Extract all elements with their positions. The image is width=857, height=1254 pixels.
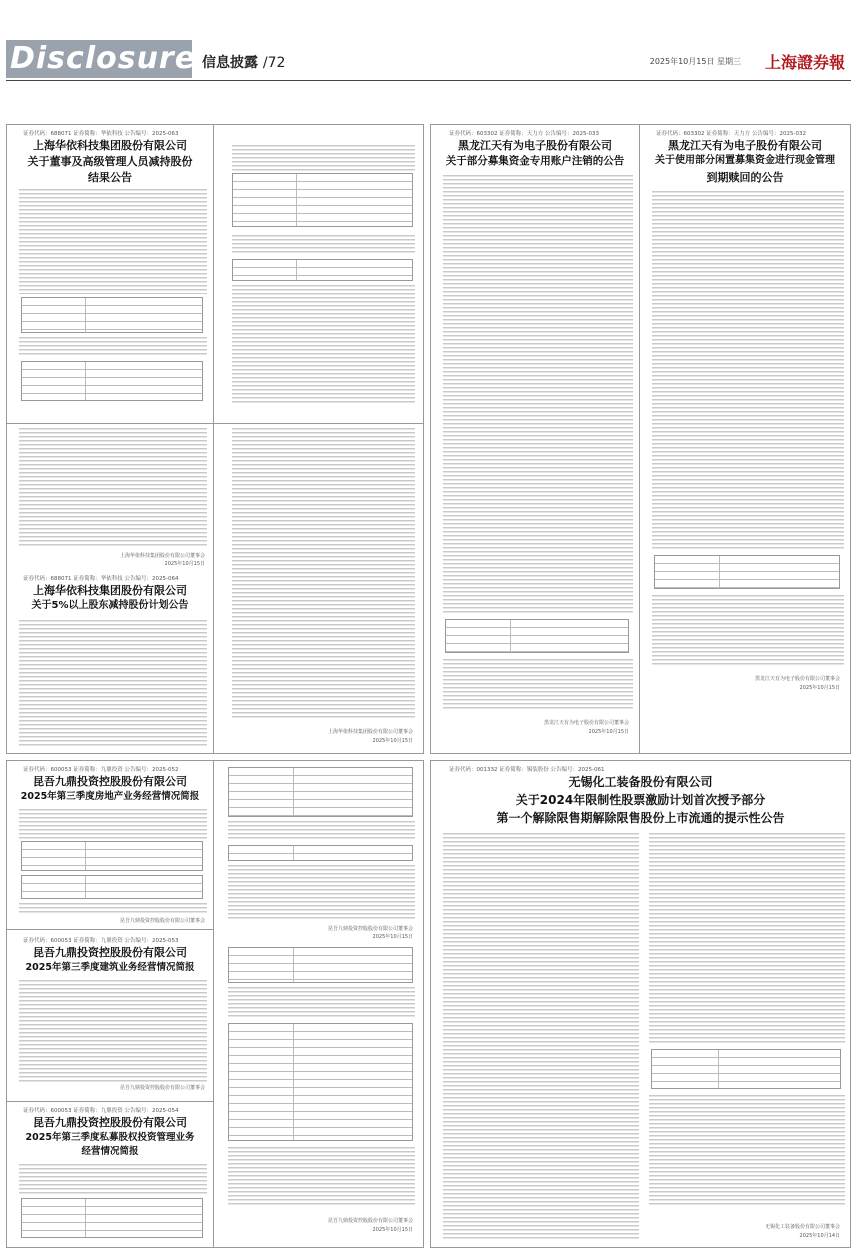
data-table — [654, 555, 840, 589]
article-body — [19, 337, 207, 357]
article-title-line1: 黑龙江天有为电子股份有限公司 — [458, 139, 612, 152]
article-body — [19, 903, 207, 915]
article-body — [652, 595, 844, 665]
article-code: 证券代码：688071 证券简称：华依科技 公告编号：2025-064 — [23, 576, 179, 582]
data-table — [651, 1049, 841, 1089]
date-text: 2025年10月15日 — [649, 57, 715, 66]
data-table — [228, 845, 413, 861]
signature: 昆吾九鼎投资控股股份有限公司董事会 — [119, 1085, 205, 1091]
article-title-line2: 关于使用部分闲置募集资金进行现金管理 — [655, 155, 835, 166]
signature: 昆吾九鼎投资控股股份有限公司董事会 — [327, 1218, 413, 1224]
article-title-line3: 到期赎回的公告 — [706, 171, 784, 184]
article-body — [232, 428, 415, 718]
section-name: 信息披露 — [202, 55, 258, 71]
article-body — [19, 809, 207, 839]
article-code: 证券代码：600053 证券简称：九鼎投资 公告编号：2025-054 — [23, 1108, 179, 1114]
signature-date: 2025年10月15日 — [799, 685, 840, 691]
article-body — [443, 833, 639, 1241]
article-body — [19, 428, 207, 548]
article-title-line2: 2025年第三季度建筑业务经营情况简报 — [25, 962, 195, 973]
article-body — [232, 145, 415, 171]
article-body — [443, 175, 633, 613]
article-title-line2: 关于5%以上股东减持股份计划公告 — [31, 600, 189, 611]
signature: 上海华依科技集团股份有限公司董事会 — [119, 553, 205, 559]
data-table — [21, 297, 203, 333]
article-tianli-cash — [640, 124, 851, 754]
article-kunwu-construction — [6, 930, 214, 1102]
article-body — [228, 821, 415, 841]
article-title-line3: 经营情况简报 — [81, 1146, 139, 1157]
article-title-line2: 关于部分募集资金专用账户注销的公告 — [445, 155, 625, 167]
article-code: 证券代码：001332 证券简称：锡装股份 公告编号：2025-061 — [449, 767, 605, 773]
article-body — [443, 659, 633, 709]
article-body — [228, 1147, 415, 1207]
data-table — [232, 259, 413, 281]
article-title-line2: 2025年第三季度房地产业务经营情况简报 — [20, 791, 200, 802]
article-code: 证券代码：600053 证券简称：九鼎投资 公告编号：2025-053 — [23, 938, 179, 944]
page-number: /72 — [262, 55, 286, 71]
signature-date: 2025年10月14日 — [799, 1233, 840, 1239]
data-table — [21, 875, 203, 899]
article-title-line2: 关于2024年限制性股票激励计划首次授予部分 — [515, 793, 766, 807]
article-kunwu-continuation — [214, 760, 424, 1248]
signature-date: 2025年10月15日 — [588, 729, 629, 735]
article-wuxi-incentive — [430, 760, 851, 1248]
signature-date: 2025年10月15日 — [372, 738, 413, 744]
article-title-line1: 昆吾九鼎投资控股股份有限公司 — [33, 946, 187, 959]
article-title-line2: 关于董事及高级管理人员减持股份 — [27, 155, 193, 168]
signature: 黑龙江天有为电子股份有限公司董事会 — [754, 676, 840, 682]
article-huayi-reduction — [6, 124, 214, 424]
article-code: 证券代码：600053 证券简称：九鼎投资 公告编号：2025-052 — [23, 767, 179, 773]
article-code: 证券代码：688071 证券简称：华依科技 公告编号：2025-063 — [23, 131, 179, 137]
article-body — [19, 189, 207, 294]
article-body — [649, 1095, 845, 1205]
article-kunwu-pe — [6, 1102, 214, 1248]
issue-date — [650, 56, 741, 67]
data-table — [228, 767, 413, 817]
article-body — [232, 285, 415, 405]
signature: 昆吾九鼎投资控股股份有限公司董事会 — [119, 918, 205, 924]
signature-date: 2025年10月15日 — [372, 1227, 413, 1233]
brand-logo: Disclosure — [6, 40, 192, 78]
article-body — [228, 865, 415, 921]
signature: 无锡化工装备股份有限公司董事会 — [764, 1224, 840, 1230]
section-title — [202, 52, 285, 72]
article-body — [19, 620, 207, 748]
header-rule — [6, 80, 851, 81]
article-kunwu-realestate — [6, 760, 214, 930]
signature-date: 2025年10月15日 — [372, 934, 413, 940]
article-body — [649, 833, 845, 1043]
article-body — [232, 235, 415, 255]
article-code: 证券代码：603302 证券简称：天力方 公告编号：2025-033 — [449, 131, 599, 137]
article-title-line1: 上海华依科技集团股份有限公司 — [33, 584, 187, 597]
article-tianli-account — [430, 124, 640, 754]
data-table — [21, 361, 203, 401]
article-title-line3: 结果公告 — [88, 171, 132, 184]
signature: 昆吾九鼎投资控股股份有限公司董事会 — [327, 926, 413, 932]
article-title-line3: 第一个解除限售期解除限售股份上市流通的提示性公告 — [496, 811, 785, 825]
article-code: 证券代码：603302 证券简称：天力方 公告编号：2025-032 — [656, 131, 806, 137]
article-title-line1: 黑龙江天有为电子股份有限公司 — [668, 139, 822, 152]
data-table — [445, 619, 629, 653]
article-continuation — [214, 424, 424, 754]
article-body — [19, 980, 207, 1082]
data-table — [21, 841, 203, 871]
newspaper-logo: 上海證券報 — [764, 53, 845, 72]
article-title-line1: 无锡化工装备股份有限公司 — [568, 775, 713, 789]
signature-date: 2025年10月15日 — [164, 561, 205, 567]
article-continuation — [214, 124, 424, 424]
data-table — [228, 947, 413, 983]
article-body — [652, 191, 844, 551]
data-table — [228, 1023, 413, 1141]
article-body — [19, 1164, 207, 1194]
article-huayi-plan — [6, 424, 214, 754]
article-title-line2: 2025年第三季度私募股权投资管理业务 — [25, 1132, 195, 1143]
article-title-line1: 上海华依科技集团股份有限公司 — [33, 139, 187, 152]
data-table — [21, 1198, 203, 1238]
data-table — [232, 173, 413, 227]
article-body — [228, 987, 415, 1017]
weekday-text: 星期三 — [717, 57, 741, 66]
article-title-line1: 昆吾九鼎投资控股股份有限公司 — [33, 1116, 187, 1129]
signature: 上海华依科技集团股份有限公司董事会 — [327, 729, 413, 735]
signature: 黑龙江天有为电子股份有限公司董事会 — [543, 720, 629, 726]
page-header — [0, 0, 857, 118]
article-title-line1: 昆吾九鼎投资控股股份有限公司 — [33, 775, 187, 788]
